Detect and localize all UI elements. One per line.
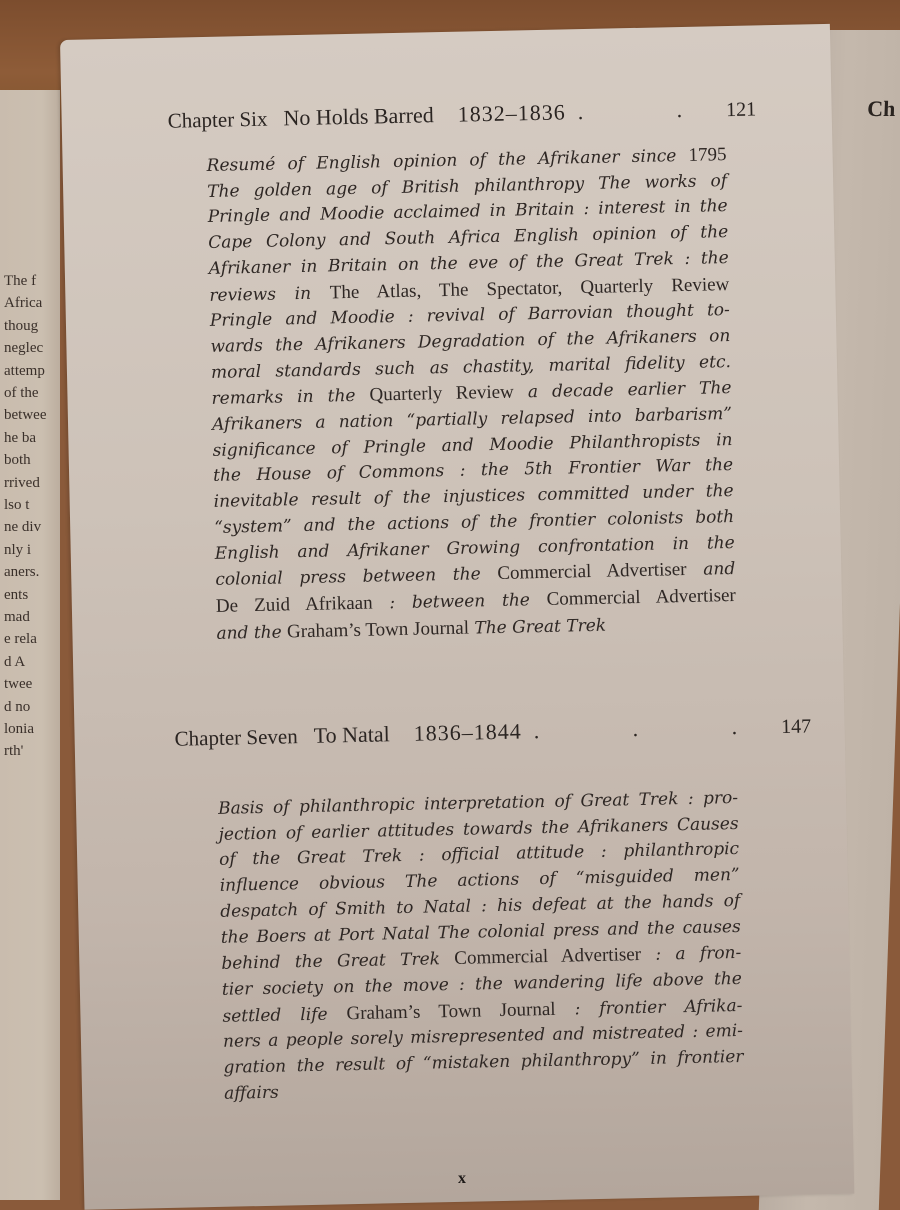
summary-text: despatch of Smith to Natal : his defeat at the hands of bbox=[220, 890, 741, 922]
summary-text: : between the bbox=[372, 589, 547, 614]
chapter-title: To Natal bbox=[313, 721, 390, 748]
publication-title: Commercial Advertiser bbox=[497, 559, 687, 585]
publication-title: Commercial Advertiser bbox=[546, 584, 736, 610]
summary-text: a decade earlier The bbox=[513, 378, 732, 403]
summary-text: gration the result of “mistaken philanthropy” in frontier bbox=[223, 1046, 744, 1078]
summary-text: inevitable result of the injustices committed under the bbox=[213, 481, 734, 513]
summary-text: remarks in the bbox=[211, 385, 370, 410]
chapter-label: Chapter Six bbox=[167, 106, 268, 133]
summary-text: moral standards such as chastity, marital fidelity etc. bbox=[210, 351, 732, 383]
summary-text: English and Afrikaner Growing confrontation in the bbox=[214, 532, 735, 564]
chapter-seven-summary bbox=[218, 786, 744, 1107]
summary-text: Pringle and Moodie : revival of Barrovian thought to- bbox=[209, 300, 731, 332]
right-page-heading-fragment: Ch bbox=[866, 96, 896, 121]
left-page-text-fragment: ne div bbox=[4, 519, 42, 536]
summary-text: of the Great Trek : official attitude : philanthropic bbox=[219, 839, 740, 871]
left-page-text-fragment: he ba bbox=[4, 429, 37, 446]
chapter-page-number: 121 bbox=[725, 98, 757, 122]
chapter-seven-heading bbox=[174, 712, 811, 751]
summary-text: Pringle and Moodie acclaimed in Britain : interest in the bbox=[207, 196, 728, 228]
page-folio: x bbox=[458, 1170, 466, 1187]
summary-text: Basis of philanthropic interpretation of Great Trek : pro- bbox=[217, 787, 739, 819]
left-page-text-fragment: thoug bbox=[4, 317, 39, 334]
chapter-title: No Holds Barred bbox=[283, 102, 434, 131]
left-page-text-fragment: both bbox=[4, 452, 31, 469]
left-page-text-fragment: lso t bbox=[4, 497, 30, 513]
publication-title: 1795 bbox=[688, 144, 727, 166]
summary-text: tier society on the move : the wandering life above the bbox=[221, 968, 743, 1000]
summary-text: colonial press between the bbox=[215, 564, 498, 591]
left-page-text-fragment: e rela bbox=[4, 631, 37, 648]
summary-text: wards the Afrikaners Degradation of the Afrikaners on bbox=[210, 325, 731, 357]
summary-text: settled life bbox=[222, 1003, 347, 1027]
left-page-text-fragment: betwee bbox=[4, 407, 47, 424]
chapter-six-summary bbox=[206, 142, 736, 647]
publication-title: De Zuid Afrikaan bbox=[215, 592, 373, 617]
chapter-page-number: 147 bbox=[780, 715, 812, 739]
publication-title: The Atlas, The Spectator, Quarterly Review bbox=[329, 273, 730, 303]
left-page-text-fragment: The f bbox=[4, 273, 37, 289]
left-page-text-fragment: ents bbox=[4, 586, 29, 603]
left-page-text-fragment: rrived bbox=[4, 474, 40, 491]
summary-text: the Boers at Port Natal The colonial press and the causes bbox=[220, 916, 741, 948]
left-page-text-fragment: lonia bbox=[4, 721, 34, 737]
left-page-text-fragment: nly i bbox=[4, 541, 32, 558]
summary-text: significance of Pringle and Moodie Philanthropists in bbox=[212, 429, 733, 461]
contents-page bbox=[60, 24, 854, 1210]
summary-text: behind the Great Trek bbox=[221, 949, 455, 975]
left-page-text-fragment: d A bbox=[4, 653, 26, 670]
summary-text: ners a people sorely misrepresented and mistreated : emi- bbox=[222, 1021, 744, 1053]
summary-text: and the bbox=[216, 622, 288, 644]
summary-text: affairs bbox=[223, 1082, 279, 1104]
publication-title: Graham’s Town Journal bbox=[286, 617, 470, 643]
summary-text: : frontier Afrika- bbox=[555, 995, 743, 1020]
summary-text: and bbox=[686, 559, 736, 581]
summary-text: influence obvious The actions of “misguided men” bbox=[219, 865, 740, 896]
leader-dots: . . bbox=[577, 96, 727, 125]
summary-text: : a fron- bbox=[640, 943, 742, 966]
summary-text: Afrikaners a nation “partially relapsed into barbarism” bbox=[211, 404, 733, 435]
summary-text: “system” and the actions of the frontier colonists both bbox=[214, 506, 735, 538]
summary-text: Resumé of English opinion of the Afrikaner since bbox=[206, 145, 689, 176]
summary-text: Afrikaner in Britain on the eve of the Great Trek : the bbox=[208, 247, 729, 279]
summary-text: reviews in bbox=[209, 282, 331, 306]
publication-title: Commercial Advertiser bbox=[454, 944, 642, 970]
chapter-years: 1836–1844 bbox=[413, 718, 522, 746]
left-page-text-fragment: twee bbox=[4, 676, 33, 693]
left-page-text-fragment: rth' bbox=[4, 743, 24, 760]
summary-text: Cape Colony and South Africa English opinion of the bbox=[208, 222, 729, 254]
summary-text: The golden age of British philanthropy The works of bbox=[206, 170, 728, 202]
summary-text: the House of Commons : the 5th Frontier War the bbox=[212, 455, 734, 487]
publication-title: Graham’s Town Journal bbox=[346, 998, 556, 1024]
left-page-text-fragment: of the bbox=[4, 385, 39, 401]
left-page-text-fragment: Africa bbox=[4, 295, 43, 312]
left-page-text-fragment: mad bbox=[4, 609, 30, 625]
leader-dots: . . . bbox=[533, 713, 782, 744]
chapter-six-heading bbox=[167, 95, 756, 133]
summary-text: The Great Trek bbox=[468, 615, 607, 639]
chapter-label: Chapter Seven bbox=[174, 724, 298, 751]
summary-text: jection of earlier attitudes towards the Afrikaners Causes bbox=[218, 813, 739, 845]
left-page-text-fragment: d no bbox=[4, 698, 31, 715]
chapter-years: 1832–1836 bbox=[457, 99, 566, 127]
left-facing-page bbox=[0, 90, 60, 1200]
publication-title: Quarterly Review bbox=[369, 381, 514, 406]
left-page-text-fragment: attemp bbox=[4, 362, 45, 379]
left-page-text-fragment: neglec bbox=[4, 340, 44, 357]
left-page-text-fragment: aners. bbox=[4, 564, 40, 581]
